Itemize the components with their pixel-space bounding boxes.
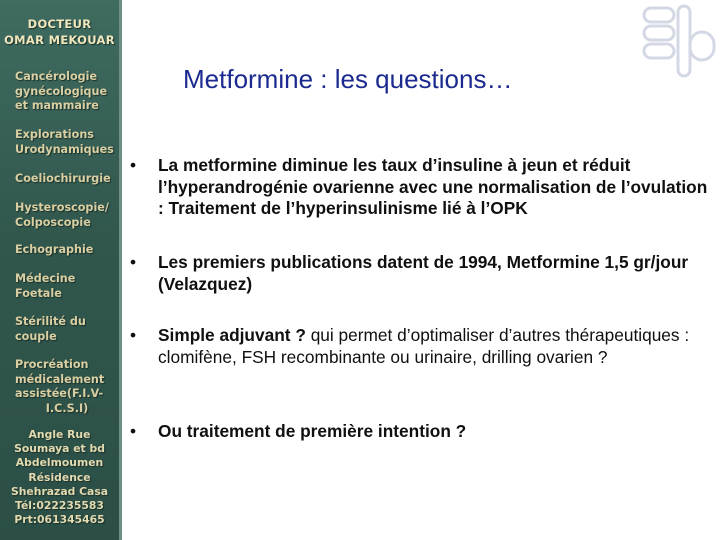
sidebar-item-label: Médecine [15, 272, 76, 285]
bullet-bold-text: Simple adjuvant ? [158, 325, 311, 345]
sidebar-item-procreation[interactable] [0, 358, 134, 416]
address-block [0, 428, 119, 527]
address-line: Résidence [28, 470, 91, 484]
bullet-text [158, 252, 712, 295]
bullet-text [158, 155, 712, 220]
sidebar-item-label: médicalement [15, 372, 105, 386]
bullet-dot: • [130, 325, 137, 345]
doctor-name-line: OMAR MEKOUAR [4, 33, 115, 47]
sidebar-item-echographie[interactable] [0, 243, 134, 258]
sidebar-item-label: Coeliochirurgie [15, 172, 111, 185]
sidebar-item-label: Foetale [15, 286, 62, 300]
address-line: Prt:061345465 [14, 513, 105, 527]
bullet-bold-text: La metformine diminue les taux d’insuline à jeun et réduit l’hyperandrogénie ovarienne avec une normalisation de l’ovulation : Traitement de l’hyperinsulinisme lié à l’OPK [158, 155, 708, 218]
sidebar-item-label: Hysteroscopie/ [15, 201, 109, 214]
sidebar-item-cancerologie[interactable] [0, 70, 134, 114]
sidebar [0, 0, 122, 540]
sidebar-item-label: Colposcopie [15, 215, 91, 229]
sidebar-item-label: Stérilité du [15, 315, 86, 328]
doctor-name [0, 16, 119, 48]
sidebar-item-label: couple [15, 329, 57, 343]
bullet-text [158, 421, 712, 443]
sidebar-item-label: et mammaire [15, 99, 99, 113]
address-line: Shehrazad Casa [10, 484, 109, 498]
bullet-item [130, 252, 712, 295]
sidebar-item-label: Explorations [15, 128, 94, 141]
bullet-dot: • [130, 421, 137, 441]
sidebar-item-label: Cancérologie [15, 70, 98, 83]
sidebar-item-sterilite[interactable] [0, 315, 134, 344]
sidebar-item-explorations[interactable] [0, 128, 134, 157]
bullet-bold-text: Les premiers publications datent de 1994, Metformine 1,5 gr/jour (Velazquez) [158, 252, 689, 294]
address-line: Tél:022235583 [15, 499, 104, 513]
sidebar-item-label: assistée(F.I.V- [15, 387, 104, 401]
sidebar-item-label: Procréation [15, 358, 89, 371]
address-line: Angle Rue [28, 428, 91, 441]
bullet-bold-text: Ou traitement de première intention ? [158, 421, 467, 441]
bullet-dot: • [130, 155, 137, 175]
sidebar-item-label: I.C.S.I) [45, 401, 89, 415]
sidebar-item-coeliochirurgie[interactable] [0, 172, 134, 187]
address-line: Abdelmoumen [15, 456, 104, 470]
doctor-name-line: DOCTEUR [27, 17, 92, 31]
cb-monogram-icon [638, 2, 718, 80]
bullet-plain-text: qui permet d’optimaliser d’autres thérapeutiques : clomifène, FSH recombinante ou urinaire, drilling ovarien ? [158, 325, 690, 367]
bullet-text [158, 325, 712, 368]
sidebar-item-medecine-foetale[interactable] [0, 272, 134, 301]
sidebar-item-hysteroscopie[interactable] [0, 201, 134, 230]
bullet-item [130, 325, 712, 368]
sidebar-item-label: Echographie [15, 243, 94, 256]
bullet-item [130, 155, 712, 220]
sidebar-item-label: Urodynamiques [15, 142, 114, 156]
sidebar-item-label: gynécologique [15, 84, 108, 98]
slide-title: Metformine : les questions… [183, 64, 513, 94]
address-line: Soumaya et bd [14, 442, 105, 456]
bullet-dot: • [130, 252, 137, 272]
bullet-item [130, 421, 712, 443]
